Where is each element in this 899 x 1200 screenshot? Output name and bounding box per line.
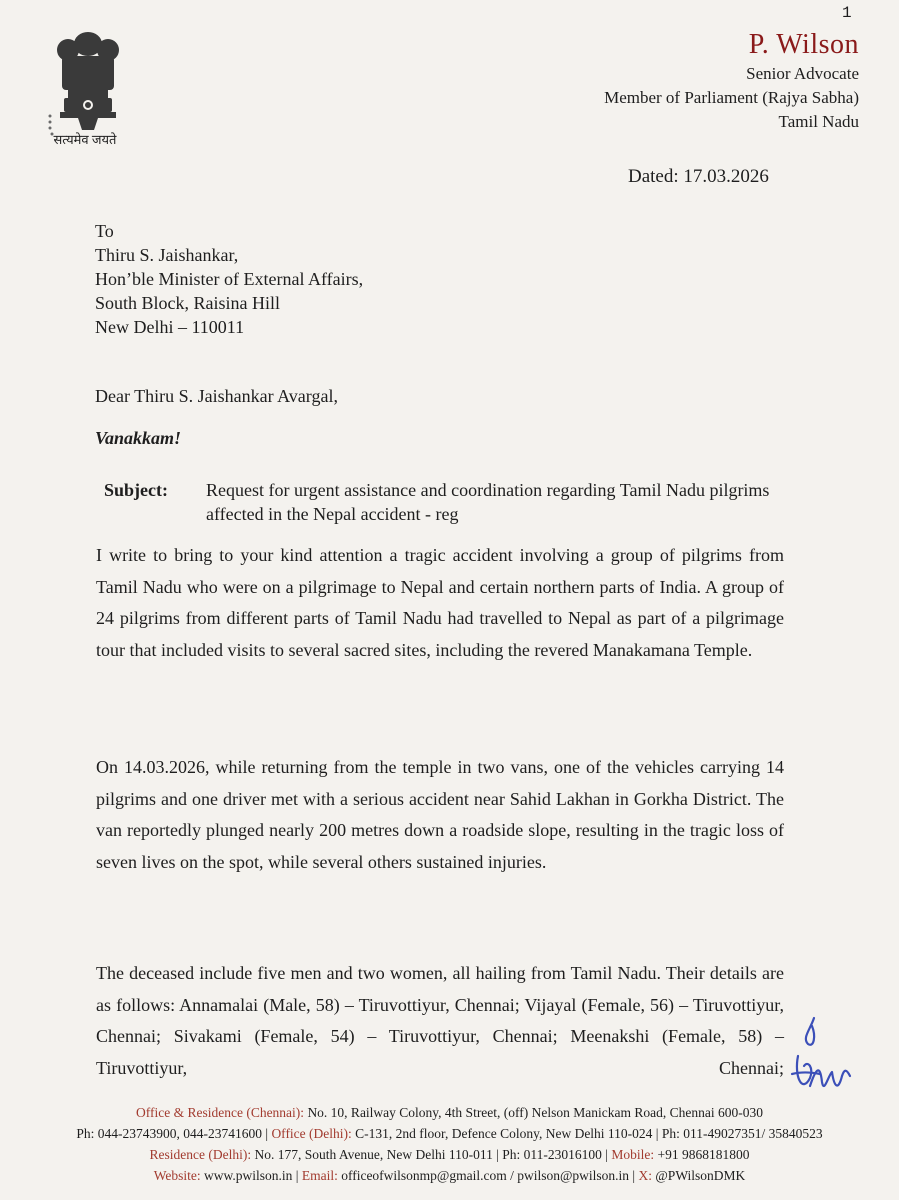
footer-line-4 bbox=[0, 1165, 899, 1186]
sender-designation: Senior Advocate bbox=[746, 64, 859, 83]
letter-footer bbox=[0, 1102, 899, 1186]
footer-delhi-residence-label: Residence (Delhi): bbox=[149, 1147, 252, 1162]
footer-line-1 bbox=[0, 1102, 899, 1123]
letter-date: Dated: 17.03.2026 bbox=[628, 166, 769, 187]
footer-line-2 bbox=[0, 1123, 899, 1144]
footer-chennai-phone: Ph: 044-23743900, 044-23741600 | bbox=[76, 1126, 269, 1141]
recipient-name: Thiru S. Jaishankar, bbox=[95, 245, 239, 265]
subject-text: Request for urgent assistance and coordination regarding Tamil Nadu pilgrims affected in the Nepal accident - reg bbox=[206, 480, 770, 524]
footer-delhi-residence-address: No. 177, South Avenue, New Delhi 110-011 | Ph: 011-23016100 | bbox=[254, 1147, 608, 1162]
sender-name: P. Wilson bbox=[748, 29, 859, 60]
footer-website-label: Website: bbox=[153, 1168, 201, 1183]
recipient-address-line-1: South Block, Raisina Hill bbox=[95, 293, 281, 313]
footer-email-label: Email: bbox=[301, 1168, 338, 1183]
letterhead bbox=[604, 28, 859, 134]
footer-x-handle[interactable]: @PWilsonDMK bbox=[655, 1168, 746, 1183]
body-paragraph-1: I write to bring to your kind attention a tragic accident involving a group of pilgrims from Tamil Nadu who were on a pilgrimage to Nepal and certain northern parts of India. A group of 24 pilgrims from different parts of Tamil Nadu had travelled to Nepal as part of a pilgrimage tour that included visits to several sacred sites, including the revered Manakamana Temple. bbox=[96, 545, 784, 660]
footer-chennai-address: No. 10, Railway Colony, 4th Street, (off) Nelson Manickam Road, Chennai 600-030 bbox=[307, 1105, 763, 1120]
footer-delhi-office-label: Office (Delhi): bbox=[271, 1126, 352, 1141]
page-number: 1 bbox=[842, 4, 852, 22]
recipient-to: To bbox=[95, 221, 114, 241]
recipient-address-line-2: New Delhi – 110011 bbox=[95, 317, 245, 337]
recipient-address bbox=[95, 219, 363, 339]
footer-x-label: X: bbox=[638, 1168, 652, 1183]
body-paragraph-3: The deceased include five men and two women, all hailing from Tamil Nadu. Their details are as follows: Annamalai (Male, 58) – Tiruvottiyur, Chennai; Vijayal (Female, 56) – Tiruvottiyur, Chennai; Sivakami (Female, 54) – Tiruvottiyur, Chennai; Meenakshi (Female, 58) – Tiruvottiyur, Chennai; bbox=[96, 963, 784, 1078]
recipient-title: Hon’ble Minister of External Affairs, bbox=[95, 269, 364, 289]
sender-state: Tamil Nadu bbox=[778, 112, 859, 131]
footer-chennai-label: Office & Residence (Chennai): bbox=[135, 1105, 305, 1120]
salutation: Dear Thiru S. Jaishankar Avargal, bbox=[95, 386, 338, 406]
footer-mobile-number: +91 9868181800 bbox=[657, 1147, 750, 1162]
greeting: Vanakkam! bbox=[95, 428, 182, 448]
footer-website-link[interactable]: www.pwilson.in | bbox=[203, 1168, 299, 1183]
footer-email-link[interactable]: officeofwilsonmp@gmail.com / pwilson@pwilson.in | bbox=[341, 1168, 636, 1183]
body-paragraph-2: On 14.03.2026, while returning from the temple in two vans, one of the vehicles carrying 14 pilgrims and one driver met with a serious accident near Sahid Lakhan in Gorkha District. The van reportedly plunged nearly 200 metres down a roadside slope, resulting in the tragic loss of seven lives on the spot, while several others sustained injuries. bbox=[96, 757, 784, 872]
subject-label: Subject: bbox=[104, 480, 168, 500]
emblem-motto: सत्यमेव जयते bbox=[53, 132, 117, 147]
sender-position: Member of Parliament (Rajya Sabha) bbox=[604, 88, 859, 107]
handwritten-signature bbox=[780, 1016, 860, 1106]
footer-line-3 bbox=[0, 1144, 899, 1165]
footer-delhi-office-address: C-131, 2nd floor, Defence Colony, New Delhi 110-024 | Ph: 011-49027351/ 35840523 bbox=[355, 1126, 823, 1141]
footer-mobile-label: Mobile: bbox=[611, 1147, 655, 1162]
